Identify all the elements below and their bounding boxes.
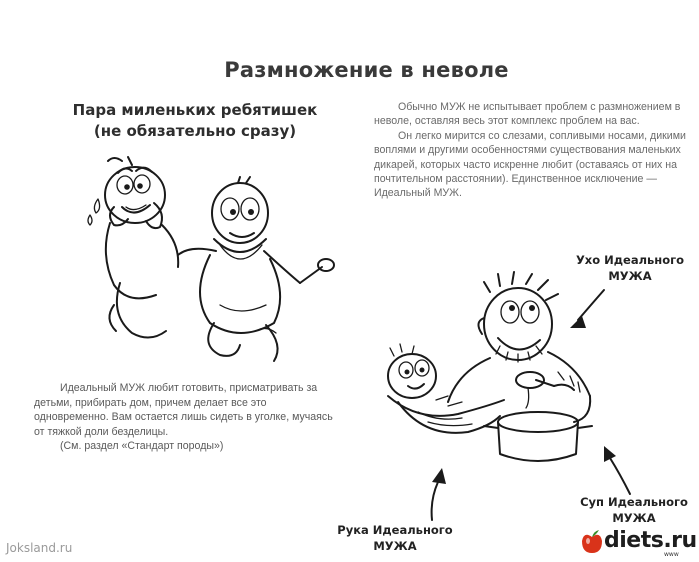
hand-callout-line-2: МУЖА	[373, 539, 417, 553]
soup-callout-line-2: МУЖА	[612, 511, 656, 525]
ear-callout-line-2: МУЖА	[608, 269, 652, 283]
right-paragraph-2: Он легко мирится со слезами, сопливыми носами, дикими воплями и другими особенностями существования маленьких дикарей, которых часто искренне любит (оставаясь от них на почтительном расстоянии). Единственное исключение — Идеальный МУЖ.	[374, 129, 686, 200]
ear-callout-line-1: Ухо Идеального	[575, 253, 685, 267]
diets-watermark[interactable]	[580, 525, 698, 561]
hand-callout-line-1: Рука Идеального	[337, 523, 453, 537]
diets-logo-small: www	[664, 551, 679, 558]
left-column-text	[34, 381, 334, 454]
soup-callout-line-1: Суп Идеального	[580, 495, 688, 509]
right-paragraph-1: Обычно МУЖ не испытывает проблем с размножением в неволе, оставляя весь этот комплекс проблем на вас.	[374, 101, 681, 128]
right-column-text	[374, 100, 696, 201]
page-title: Размножение в неволе	[224, 58, 509, 82]
diets-logo-text: diets.ru	[604, 528, 697, 553]
joksland-watermark[interactable]: Joksland.ru	[6, 541, 73, 555]
soup-callout-label	[568, 494, 699, 526]
hand-callout-label	[325, 522, 465, 554]
apple-icon	[580, 529, 604, 555]
left-paragraph-2: (См. раздел «Стандарт породы»)	[60, 440, 224, 453]
subtitle-line-2: (не обязательно сразу)	[93, 122, 297, 140]
soup-callout-arrow	[590, 440, 650, 500]
subtitle-line-1: Пара миленьких ребятишек	[72, 101, 318, 119]
hand-callout-arrow	[410, 464, 460, 524]
two-babies-illustration	[70, 155, 340, 370]
page-subtitle	[40, 100, 350, 142]
left-paragraph-1: Идеальный МУЖ любит готовить, присматривать за детьми, прибирать дом, причем делает все это одновременно. Вам остается лишь сидеть в уголке, мучаясь от тяжкой доли безделицы.	[34, 382, 333, 438]
ear-callout-arrow	[560, 286, 620, 336]
ear-callout-label	[560, 252, 699, 284]
